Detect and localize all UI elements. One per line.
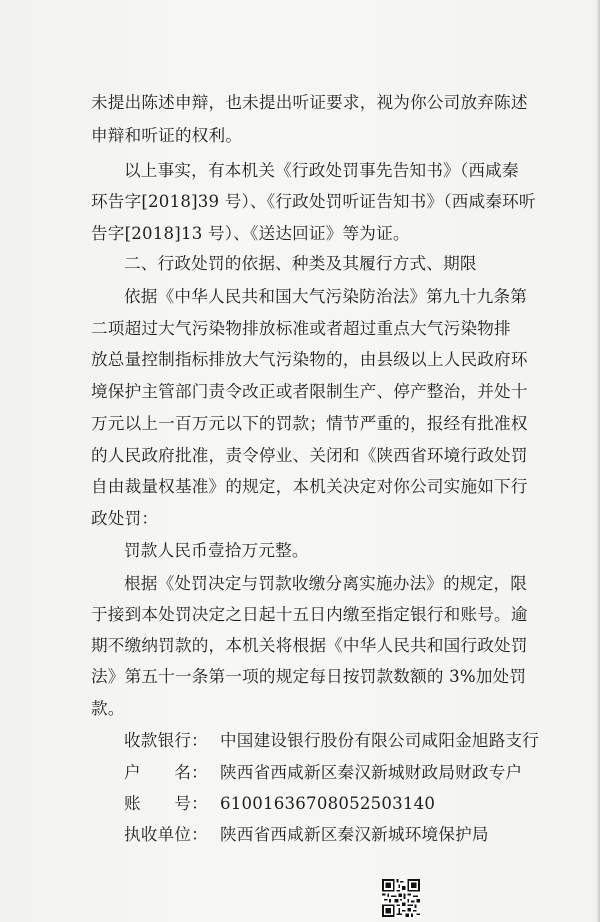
text-line: 未提出陈述申辩，也未提出听证要求，视为你公司放弃陈述 bbox=[91, 93, 528, 112]
text-line: 法》第五十一条第一项的规定每日按罚款数额的 3%加处罚 bbox=[91, 667, 527, 686]
receiving-bank-label: 收款银行： bbox=[124, 731, 208, 750]
enforcer-value: 陕西省西咸新区秦汉新城环境保护局 bbox=[220, 825, 489, 844]
account-number-value: 61001636708052503140 bbox=[220, 794, 436, 813]
account-number-label: 账 号： bbox=[124, 794, 208, 813]
account-number-row bbox=[124, 794, 435, 814]
penalty-amount: 罚款人民币壹拾万元整。 bbox=[124, 541, 309, 560]
text-line: 政处罚： bbox=[91, 509, 159, 528]
account-name-value: 陕西省西咸新区秦汉新城财政局财政专户 bbox=[220, 763, 523, 782]
text-line: 款。 bbox=[91, 699, 125, 718]
account-name-label: 户 名： bbox=[124, 763, 208, 782]
text-line: 放总量控制指标排放大气污染物的，由县级以上人民政府环 bbox=[91, 350, 528, 369]
text-line: 申辩和听证的权利。 bbox=[91, 126, 243, 145]
account-name-row bbox=[124, 763, 522, 783]
text-line: 以上事实，有本机关《行政处罚事先告知书》（西咸秦 bbox=[124, 161, 519, 180]
receiving-bank-row bbox=[124, 731, 539, 751]
receiving-bank-value: 中国建设银行股份有限公司咸阳金旭路支行 bbox=[220, 731, 540, 750]
text-line: 自由裁量权基准》的规定，本机关决定对你公司实施如下行 bbox=[91, 477, 528, 496]
text-line: 于接到本处罚决定之日起十五日内缴至指定银行和账号。逾 bbox=[91, 605, 528, 624]
qr-code-icon bbox=[382, 879, 420, 917]
text-line: 环告字[2018]39 号）、《行政处罚听证告知书》（西咸秦环听 bbox=[91, 192, 536, 211]
text-line: 万元以上一百万元以下的罚款；情节严重的，报经有批准权 bbox=[91, 414, 528, 433]
text-line: 期不缴纳罚款的，本机关将根据《中华人民共和国行政处罚 bbox=[91, 636, 528, 655]
text-line: 二项超过大气污染物排放标准或者超过重点大气污染物排 bbox=[91, 319, 511, 338]
enforcer-label: 执收单位： bbox=[124, 825, 208, 844]
text-line: 依据《中华人民共和国大气污染防治法》第九十九条第 bbox=[124, 287, 528, 306]
text-line: 告字[2018]13 号）、《送达回证》等为证。 bbox=[91, 224, 410, 243]
text-line: 根据《处罚决定与罚款收缴分离实施办法》的规定，限 bbox=[124, 574, 528, 593]
section-heading: 二、行政处罚的依据、种类及其履行方式、期限 bbox=[124, 254, 477, 273]
text-line: 境保护主管部门责令改正或者限制生产、停产整治，并处十 bbox=[91, 382, 528, 401]
enforcer-row bbox=[124, 825, 489, 845]
text-line: 的人民政府批准，责令停业、关闭和《陕西省环境行政处罚 bbox=[91, 446, 528, 465]
page-edge-shadow bbox=[596, 0, 600, 922]
